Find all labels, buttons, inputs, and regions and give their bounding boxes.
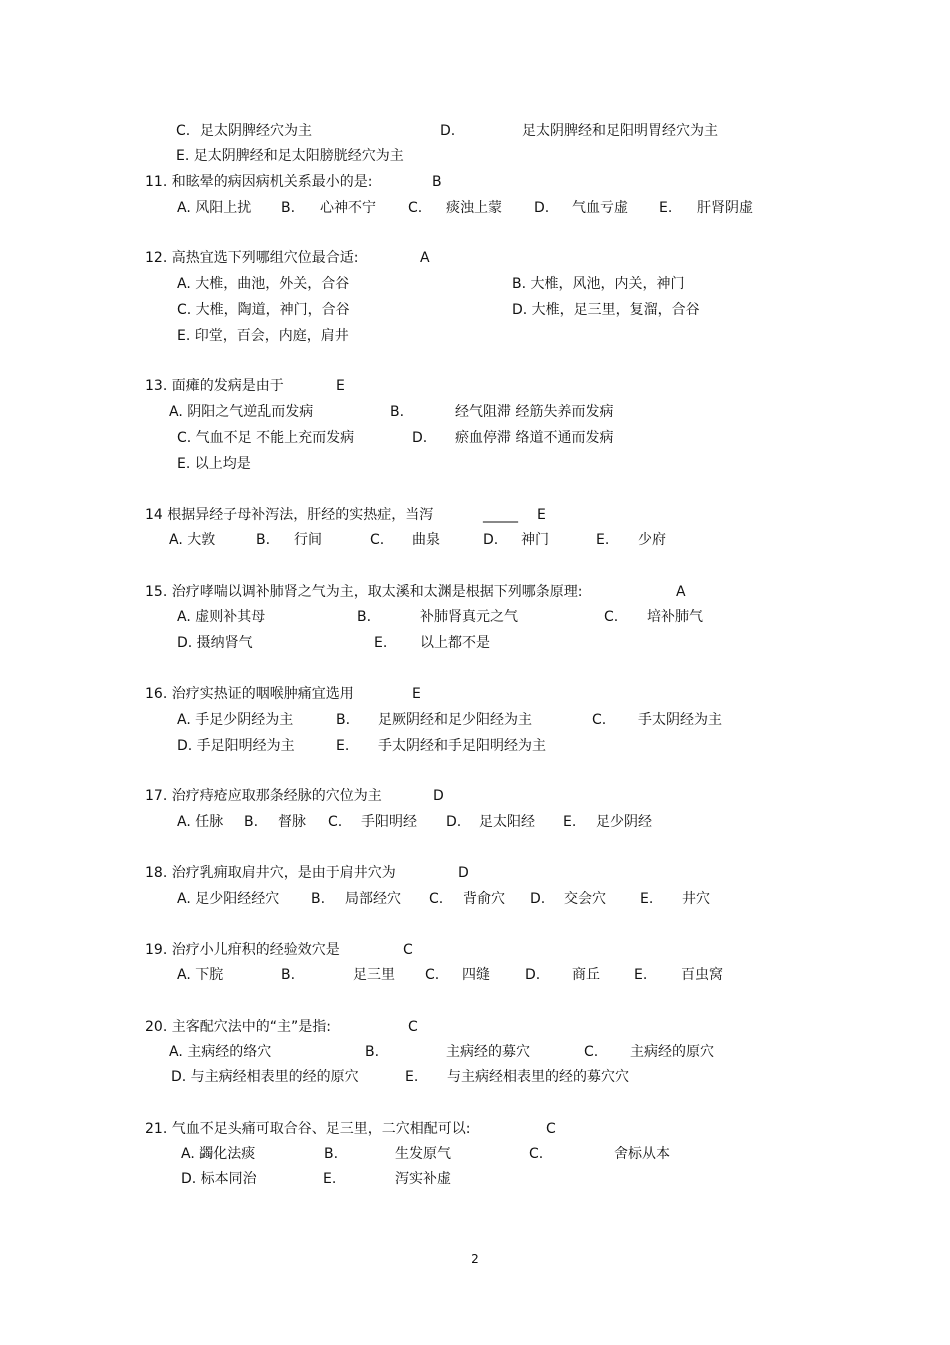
option-d: D. 摄纳肾气 — [177, 635, 253, 651]
option-d-text: 足太阴脾经和足阳明胃经穴为主 — [522, 123, 718, 139]
option-d: 瘀血停滞 络道不通而发病 — [455, 430, 614, 446]
option-b-label: B. — [311, 891, 326, 907]
option-b: 局部经穴 — [345, 891, 401, 907]
option-d-label: D. — [534, 200, 550, 216]
answer-key: A — [420, 250, 430, 266]
option-b-label: B. — [256, 532, 271, 548]
option-e-label: E. — [596, 532, 610, 548]
option-a: A. 大敦 — [169, 532, 216, 548]
option-c: 痰浊上蒙 — [446, 200, 502, 216]
option-a: A. 手足少阴经为主 — [177, 712, 294, 728]
option-a: A. 阴阳之气逆乱而发病 — [169, 404, 314, 420]
question-stem: 15. 治疗哮喘以调补肺肾之气为主，取太溪和太渊是根据下列哪条原理: — [145, 584, 583, 600]
option-b: 补肺肾真元之气 — [420, 609, 518, 625]
question-stem: 12. 高热宜选下列哪组穴位最合适: — [145, 250, 359, 266]
question-stem: 21. 气血不足头痛可取合谷、足三里，二穴相配可以: — [145, 1121, 471, 1137]
option-c: 手太阴经为主 — [638, 712, 722, 728]
option-a: A. 任脉 — [177, 814, 224, 830]
option-d-label: D. — [446, 814, 462, 830]
answer-key: E — [336, 378, 345, 394]
answer-key: E — [412, 686, 421, 702]
option-e: 以上都不是 — [420, 635, 490, 651]
answer-key: C — [408, 1019, 418, 1035]
question-stem: 17. 治疗痔疮应取那条经脉的穴位为主 — [145, 788, 382, 804]
option-d: D. 与主病经相表里的经的原穴 — [171, 1069, 359, 1085]
option-d: 交会穴 — [564, 891, 606, 907]
option-e-label: E. — [374, 635, 388, 651]
option-d: 气血亏虚 — [572, 200, 628, 216]
option-e: 与主病经相表里的经的募穴穴 — [447, 1069, 629, 1085]
option-e-label: E. — [563, 814, 577, 830]
option-a: A. 下脘 — [177, 967, 224, 983]
option-b-label: B. — [281, 200, 296, 216]
option-c: C. 大椎，陶道，神门，合谷 — [177, 302, 350, 318]
option-c: 四缝 — [462, 967, 490, 983]
option-b-label: B. — [365, 1044, 380, 1060]
option-c-label: C. — [176, 123, 191, 139]
option-c: 背俞穴 — [463, 891, 505, 907]
option-e: E. 以上均是 — [177, 456, 251, 472]
option-a: A. 蠲化法痰 — [181, 1146, 256, 1162]
option-d-label: D. — [440, 123, 456, 139]
option-e-label: E. — [336, 738, 350, 754]
question-stem: 19. 治疗小儿疳积的经验效穴是 — [145, 942, 340, 958]
option-d: 商丘 — [572, 967, 600, 983]
option-d: D. 标本同治 — [181, 1171, 257, 1187]
answer-key: C — [403, 942, 413, 958]
option-c: C. 气血不足 不能上充而发病 — [177, 430, 355, 446]
option-a: A. 大椎，曲池，外关，合谷 — [177, 276, 350, 292]
option-d: D. 大椎，足三里，复溜，合谷 — [512, 302, 700, 318]
option-b-label: B. — [244, 814, 259, 830]
answer-key: D — [433, 788, 444, 804]
option-e-label: E. — [640, 891, 654, 907]
option-d-label: D. — [483, 532, 499, 548]
option-d: 足太阳经 — [479, 814, 535, 830]
question-stem: 11. 和眩晕的病因病机关系最小的是: — [145, 174, 373, 190]
option-b: 经气阻滞 经筋失养而发病 — [455, 404, 614, 420]
option-e: 手太阴经和手足阳明经为主 — [378, 738, 546, 754]
option-e: 泻实补虚 — [395, 1171, 451, 1187]
option-c-label: C. — [604, 609, 619, 625]
option-c-label: C. — [592, 712, 607, 728]
page-number: 2 — [471, 1252, 479, 1266]
option-e-label: E. — [323, 1171, 337, 1187]
option-c-label: C. — [584, 1044, 599, 1060]
option-c-text: 足太阴脾经穴为主 — [200, 123, 312, 139]
answer-key: E — [537, 507, 546, 523]
option-b-label: B. — [357, 609, 372, 625]
option-e-text: E. 足太阴脾经和足太阳膀胱经穴为主 — [176, 148, 404, 164]
option-b: 主病经的募穴 — [446, 1044, 530, 1060]
option-b: B. 大椎，风池，内关，神门 — [512, 276, 685, 292]
option-b: 行间 — [294, 532, 322, 548]
option-e: 足少阴经 — [596, 814, 652, 830]
option-c-label: C. — [429, 891, 444, 907]
option-c: 培补肺气 — [647, 609, 703, 625]
option-e: 少府 — [638, 532, 666, 548]
answer-key: D — [458, 865, 469, 881]
option-c: 舍标从本 — [614, 1146, 670, 1162]
option-c: 主病经的原穴 — [630, 1044, 714, 1060]
option-d-label: D. — [525, 967, 541, 983]
option-b: 心神不宁 — [320, 200, 376, 216]
answer-key: A — [676, 584, 686, 600]
option-e-label: E. — [659, 200, 673, 216]
option-b: 生发原气 — [395, 1146, 451, 1162]
question-stem: 13. 面瘫的发病是由于 — [145, 378, 284, 394]
option-c-label: C. — [328, 814, 343, 830]
answer-blank: _____ — [483, 507, 518, 523]
option-d: 神门 — [521, 532, 549, 548]
option-b: 督脉 — [278, 814, 306, 830]
option-d-label: D. — [412, 430, 428, 446]
option-a: A. 足少阳经经穴 — [177, 891, 280, 907]
option-e: E. 印堂，百会，内庭，肩井 — [177, 328, 349, 344]
option-e-label: E. — [634, 967, 648, 983]
option-b-label: B. — [390, 404, 405, 420]
option-b-label: B. — [324, 1146, 339, 1162]
option-c-label: C. — [425, 967, 440, 983]
answer-key: C — [546, 1121, 556, 1137]
option-e: 百虫窝 — [681, 967, 723, 983]
option-c: 曲泉 — [412, 532, 440, 548]
option-b-label: B. — [281, 967, 296, 983]
question-stem: 18. 治疗乳痈取肩井穴，是由于肩井穴为 — [145, 865, 396, 881]
option-c-label: C. — [370, 532, 385, 548]
question-stem: 14 根据异经子母补泻法，肝经的实热症，当泻 — [145, 507, 434, 523]
question-stem: 20. 主客配穴法中的“主”是指: — [145, 1019, 331, 1035]
option-e-label: E. — [405, 1069, 419, 1085]
question-stem: 16. 治疗实热证的咽喉肿痛宜选用 — [145, 686, 354, 702]
option-a: A. 主病经的络穴 — [169, 1044, 272, 1060]
answer-key: B — [432, 174, 442, 190]
option-a: A. 风阳上扰 — [177, 200, 252, 216]
option-b: 足厥阴经和足少阳经为主 — [378, 712, 532, 728]
option-e: 井穴 — [682, 891, 710, 907]
option-c: 手阳明经 — [361, 814, 417, 830]
option-e: 肝肾阴虚 — [697, 200, 753, 216]
option-a: A. 虚则补其母 — [177, 609, 266, 625]
option-c-label: C. — [529, 1146, 544, 1162]
option-d-label: D. — [530, 891, 546, 907]
option-b-label: B. — [336, 712, 351, 728]
option-b: 足三里 — [353, 967, 395, 983]
option-c-label: C. — [408, 200, 423, 216]
option-d: D. 手足阳明经为主 — [177, 738, 295, 754]
